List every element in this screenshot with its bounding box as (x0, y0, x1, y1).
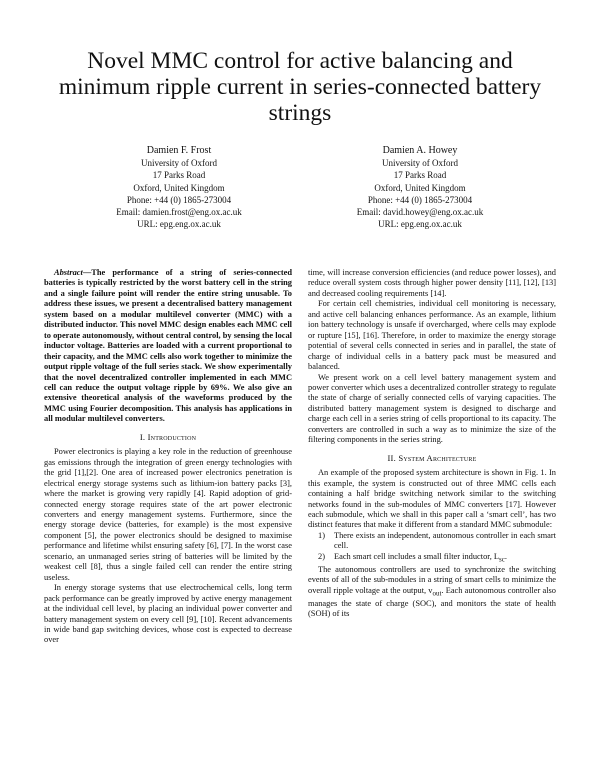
author-street: 17 Parks Road (393, 170, 447, 181)
author-name: Damien F. Frost (146, 145, 212, 156)
section-number: II. (387, 452, 396, 463)
list-subscript: sc (499, 555, 505, 564)
body-paragraph: In energy storage systems that use electrochemical cells, long term pack performance can be greatly improved by active energy management at the individual cell level, by placing an individual power converter and battery management system on every cell [9], [10]. Recent advancements in wide band gap switching devices, whose cost is expected to decrease over (44, 583, 292, 645)
author-phone: Phone: +44 (0) 1865-273004 (126, 194, 232, 205)
section-heading-introduction (44, 432, 292, 442)
author-url: URL: epg.eng.ox.ac.uk (137, 219, 221, 230)
body-paragraph: An example of the proposed system architecture is shown in Fig. 1. In this example, the system is constructed out of three MMC cells each containing a half bridge switching network similar to the switching networks found in the sub-modules of MMC converters [17]. However each submodule, which we shall in this paper call a ‘smart cell’, has two distinct features that make it different from a standard MMC submodule: (308, 468, 556, 530)
section-title: Introduction (147, 431, 197, 442)
list-end: . (504, 551, 507, 561)
paragraph-subscript: out (432, 589, 442, 598)
paragraph-text: The autonomous controllers are used to synchronize the switching events of all of the sub-modules in a string of smart cells to minimize the overall ripple voltage at the output, v (308, 564, 556, 595)
section-heading-system-architecture (308, 453, 556, 463)
author-name: Damien A. Howey (382, 145, 458, 156)
feature-list (308, 531, 556, 565)
list-item (318, 552, 556, 565)
abstract-text: —The performance of a string of series-connected batteries is typically restricted by the worst battery cell in the string and a single failure point will render the entire string unusable. To address these issues, we present a decentralised battery management system based on a modular multilevel converter (MMC) with a distributed inductor. This novel MMC design enables each MMC cell to operate autonomously, without central control, by sensing the local inductor voltage. Batteries are loaded with a current proportional to their capacity, and the MMC cells also work together to minimize the output ripple voltage of the full series stack. We show experimentally that the novel decentralized controller implemented in each MMC cell can reduce the output voltage ripple by 69%. We also give an extensive theoretical analysis of the waveforms produced by the MMC using Fourier decomposition. This analysis has applications in all modular multilevel converters. (44, 268, 292, 424)
body-paragraph (308, 565, 556, 620)
author-phone: Phone: +44 (0) 1865-273004 (367, 194, 473, 205)
abstract (44, 268, 292, 425)
list-number: 2) (318, 551, 325, 561)
list-item (318, 531, 556, 552)
paper-title: Novel MMC control for active balancing and minimum ripple current in series-connected battery strings (58, 48, 542, 126)
author-affiliation: University of Oxford (141, 158, 217, 168)
author-email: Email: david.howey@eng.ox.ac.uk (356, 207, 484, 218)
author-email: Email: damien.frost@eng.ox.ac.uk (116, 207, 242, 218)
body-paragraph: We present work on a cell level battery management system and power converter which uses a decentralized controller strategy to regulate the state of charge of serially connected cells of varying capacities. The distributed battery management system is designed to discharge and charge each cell in a series string of cells proportional to its capacity. The converters are controlled in such a way as to minimize the size of the filtering components in the series string. (308, 372, 556, 445)
body-paragraph: Power electronics is playing a key role in the reduction of greenhouse gas emissions through the integration of green energy technologies with the grid [1],[2]. One area of increased power electronics penetration is electrical energy storage systems such as lithium-ion battery packs [3], where the market is growing very rapidly [4]. Rapid adoption of grid-connected energy storage requires state of the art power electronic converters and energy management systems. Furthermore, since the energy storage device (batteries, for example) is the most expensive component [5], the power electronics should be designed to maximise performance and lifetime whilst ensuring safety [6], [7]. In the worst case scenario, an unmanaged series string of batteries will be limited by the weakest cell [8], thus a single failed cell can render the entire string useless. (44, 447, 292, 582)
list-text: Each smart cell includes a small filter inductor, L (334, 551, 500, 561)
section-title: System Architecture (398, 452, 477, 463)
author-url: URL: epg.eng.ox.ac.uk (378, 219, 462, 230)
abstract-lead: Abstract (54, 268, 83, 277)
body-paragraph: For certain cell chemistries, individual cell monitoring is necessary, and active cell balancing enhances performance. As an example, lithium ion battery technology is unsafe if overcharged, where cells may explode or rupture [15], [16]. Therefore, in order to maximize the energy storage potential of several cells connected in series and in parallel, the state of charge of individual cells in a battery pack must be measured and balanced. (308, 299, 556, 372)
paragraph-text: . Each autonomous controller also manages the state of charge (SOC), and monitors the state of health (SOH) of its (308, 585, 556, 619)
list-number: 1) (318, 530, 325, 540)
right-column (308, 268, 556, 620)
author-street: 17 Parks Road (152, 170, 206, 181)
author-block-1 (64, 144, 294, 231)
section-number: I. (139, 431, 146, 442)
author-affiliation: University of Oxford (382, 158, 458, 168)
body-paragraph-continued: time, will increase conversion efficiencies (and reduce power losses), and reduce overall system costs through higher power density [11], [12], [13] and decreased cooling requirements [14]. (308, 268, 556, 298)
author-city: Oxford, United Kingdom (374, 182, 466, 193)
author-block-2 (305, 144, 535, 231)
author-city: Oxford, United Kingdom (133, 182, 225, 193)
left-column (44, 268, 292, 646)
list-text: There exists an independent, autonomous controller in each smart cell. (334, 530, 556, 551)
